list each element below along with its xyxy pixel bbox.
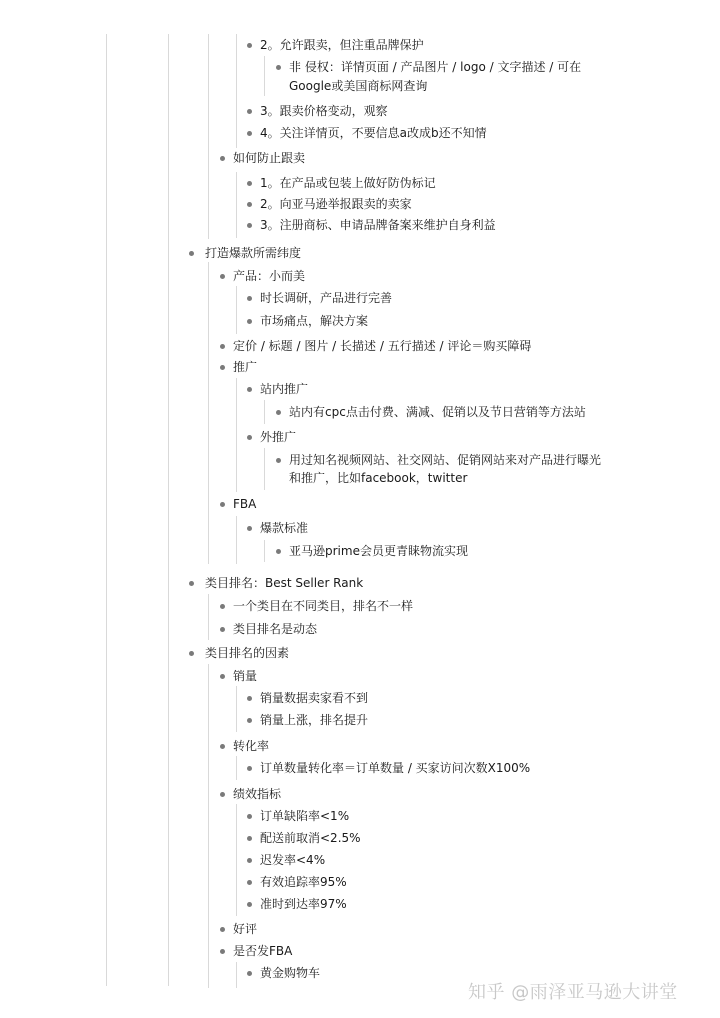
outline-text: 迟发率<4% <box>260 853 326 867</box>
bullet <box>189 651 194 656</box>
guide-line <box>236 804 237 916</box>
outline-text: 绩效指标 <box>233 787 282 801</box>
bullet <box>247 766 252 771</box>
outline-text: 2。向亚马逊举报跟卖的卖家 <box>260 197 412 211</box>
bullet <box>220 274 225 279</box>
outline-text: 1。在产品或包装上做好防伪标记 <box>260 176 436 190</box>
outline-text: 订单缺陷率<1% <box>260 809 350 823</box>
bullet <box>247 387 252 392</box>
bullet <box>247 696 252 701</box>
bullet <box>220 792 225 797</box>
outline-text: 产品：小而美 <box>233 269 306 283</box>
outline-text: 4。关注详情页，不要信息a改成b还不知情 <box>260 126 487 140</box>
bullet <box>247 814 252 819</box>
bullet <box>247 131 252 136</box>
outline-text: 准时到达率97% <box>260 897 347 911</box>
bullet <box>220 344 225 349</box>
guide-line <box>208 34 209 239</box>
guide-line <box>208 594 209 640</box>
outline-text: 市场痛点，解决方案 <box>260 314 369 328</box>
guide-line <box>106 34 107 986</box>
bullet <box>220 365 225 370</box>
outline-text: 配送前取消<2.5% <box>260 831 361 845</box>
outline-text: 销量上涨，排名提升 <box>260 713 369 727</box>
guide-line <box>264 540 265 562</box>
outline-text: 销量 <box>233 669 258 683</box>
guide-line <box>168 34 169 986</box>
guide-line <box>236 34 237 148</box>
guide-line <box>236 516 237 564</box>
guide-line <box>236 286 237 334</box>
bullet <box>247 836 252 841</box>
guide-line <box>264 448 265 490</box>
bullet <box>276 65 281 70</box>
outline-text: 销量数据卖家看不到 <box>260 691 369 705</box>
outline-text: FBA <box>233 497 257 511</box>
guide-line <box>264 56 265 96</box>
outline-text: 外推广 <box>260 430 297 444</box>
bullet <box>247 319 252 324</box>
outline-text: 订单数量转化率＝订单数量 / 买家访问次数X100% <box>260 761 531 775</box>
guide-line <box>208 664 209 988</box>
watermark: 知乎 @雨泽亚马逊大讲堂 <box>468 982 678 1003</box>
bullet <box>247 43 252 48</box>
guide-line <box>236 172 237 238</box>
bullet <box>247 223 252 228</box>
outline-text: 如何防止跟卖 <box>233 151 306 165</box>
outline-text: 用过知名视频网站、社交网站、促销网站来对产品进行曝光 <box>289 453 602 467</box>
bullet <box>247 435 252 440</box>
bullet <box>276 410 281 415</box>
bullet <box>247 109 252 114</box>
outline-text: 有效追踪率95% <box>260 875 347 889</box>
outline-text: Google或美国商标网查询 <box>289 79 428 93</box>
bullet <box>220 156 225 161</box>
bullet <box>247 181 252 186</box>
bullet <box>220 502 225 507</box>
bullet <box>220 627 225 632</box>
guide-line <box>236 756 237 780</box>
outline-text: 一个类目在不同类目，排名不一样 <box>233 599 414 613</box>
bullet <box>220 949 225 954</box>
bullet <box>247 526 252 531</box>
outline-text: 站内有cpc点击付费、满减、促销以及节日营销等方法站 <box>289 405 586 419</box>
bullet <box>276 458 281 463</box>
bullet <box>220 927 225 932</box>
guide-line <box>236 378 237 492</box>
outline-text: 非 侵权：详情页面 / 产品图片 / logo / 文字描述 / 可在 <box>289 60 582 74</box>
bullet <box>189 581 194 586</box>
guide-line <box>236 686 237 732</box>
guide-line <box>208 262 209 564</box>
outline-text: 转化率 <box>233 739 270 753</box>
outline-text: 时长调研，产品进行完善 <box>260 291 393 305</box>
bullet <box>247 902 252 907</box>
outline-text: 打造爆款所需纬度 <box>205 246 302 260</box>
outline-text: 是否发FBA <box>233 944 293 958</box>
bullet <box>220 674 225 679</box>
outline-text: 和推广，比如facebook，twitter <box>289 471 468 485</box>
outline-text: 定价 / 标题 / 图片 / 长描述 / 五行描述 / 评论＝购买障碍 <box>233 339 532 353</box>
outline-text: 爆款标准 <box>260 521 309 535</box>
bullet <box>220 744 225 749</box>
bullet <box>247 971 252 976</box>
bullet <box>189 251 194 256</box>
guide-line <box>236 962 237 988</box>
guide-line <box>264 400 265 424</box>
bullet <box>247 880 252 885</box>
outline-text: 2。允许跟卖，但注重品牌保护 <box>260 38 424 52</box>
outline-text: 类目排名：Best Seller Rank <box>205 576 364 590</box>
outline-text: 亚马逊prime会员更青睐物流实现 <box>289 544 468 558</box>
bullet <box>247 718 252 723</box>
outline-text: 推广 <box>233 360 258 374</box>
bullet <box>247 296 252 301</box>
outline-text: 类目排名是动态 <box>233 622 318 636</box>
outline-text: 黄金购物车 <box>260 966 321 980</box>
outline-text: 3。注册商标、申请品牌备案来维护自身利益 <box>260 218 496 232</box>
outline-text: 站内推广 <box>260 382 309 396</box>
outline-text: 类目排名的因素 <box>205 646 290 660</box>
bullet <box>276 549 281 554</box>
bullet <box>247 858 252 863</box>
bullet <box>220 604 225 609</box>
bullet <box>247 202 252 207</box>
outline-text: 好评 <box>233 922 258 936</box>
outline-text: 3。跟卖价格变动，观察 <box>260 104 388 118</box>
